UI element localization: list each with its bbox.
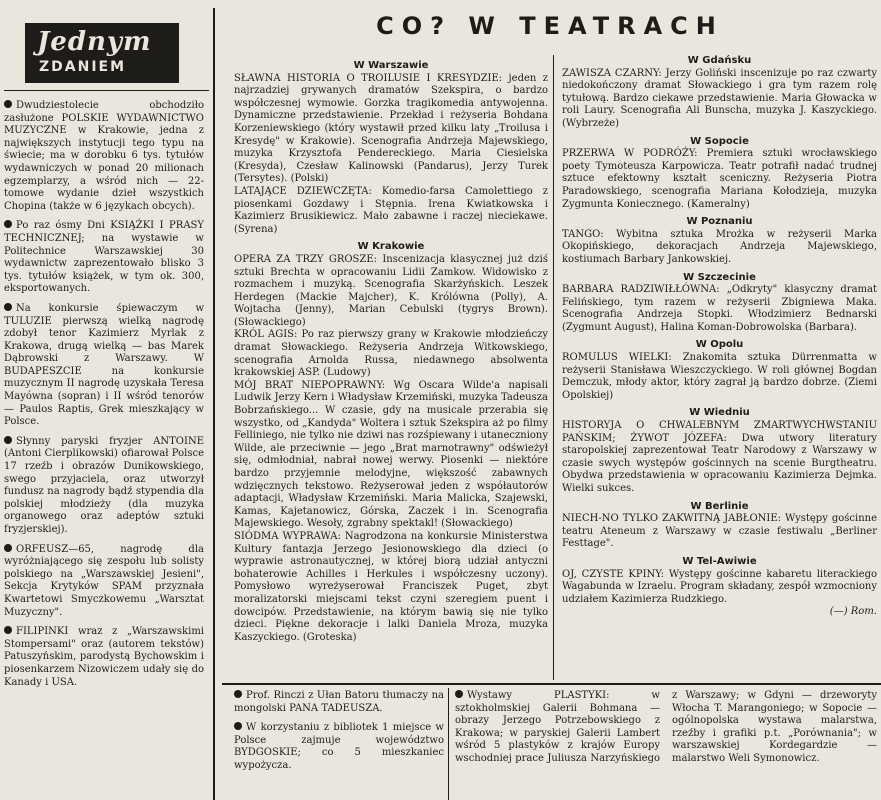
list-item — [4, 626, 204, 689]
city-heading: W Tel-Awiwie — [682, 555, 757, 567]
left-column-rule — [213, 8, 215, 800]
item-text: ORFEUSZ—65, nagrodę dla wyróżniającego się zespołu lub solisty polskiego na „Warszawskiej Jesieni", Sekcja Krytyków SPAM przyznała Kwartetowi Smyczkowemu „Warsztat Muzyczny". — [4, 543, 204, 618]
page-title: CO? W TEATRACH — [376, 12, 724, 40]
city-heading: W Opolu — [695, 339, 744, 351]
review-text: NIECH-NO TYLKO ZAKWITNĄ JABŁONIE: Występy gościnne teatru Ateneum z Warszawy w czasie festiwalu „Berliner Festtage". — [562, 513, 877, 550]
review-text: OJ, CZYSTE KPINY: Występy gościnne kabaretu literackiego Wagabunda w Izraelu. Program składany, zespół wzmocniony udziałem Kazimierza Rudzkiego. — [562, 568, 877, 605]
item-text: Prof. Rinczi z Ułan Batoru tłumaczy na mongolski PANA TADEUSZA. — [234, 690, 444, 714]
review-text: SŁAWNA HISTORIA O TROILUSIE I KRESYDZIE: jeden z najrzadziej grywanych dramatów Szekspira, o bardzo współczesnej wymowie. Gorzka tragikomedia antywojenna. Dynamiczne przedstawienie. Przekład i reżyseria Bohdana Korzeniewskiego (który wystawił przed kilku laty „Troilusa i Kresydę" w Krakowie). Scenografia Andrzeja Majewskiego, muzyka Krzysztofa Pendereckiego. Maria Ciesielska (Kresyda), Czesław Kalinowski (Pandarus), Jerzy Turek (Tersytes). (Polski) — [234, 72, 548, 185]
list-item — [455, 690, 877, 766]
bullet-icon — [234, 722, 242, 730]
city-heading: W Poznaniu — [686, 216, 753, 228]
bullet-icon — [4, 544, 12, 552]
item-text: FILIPINKI wraz z „Warszawskimi Stompersami" oraz (autorem tekstów) Patuszyńskim, parodystą Bychowskim i piosenkarzem Nizowiczem udały się do Kanady i USA. — [4, 626, 204, 688]
review-text: LATAJĄCE DZIEWCZĘTA: Komedio-farsa Camolettiego z piosenkami Gozdawy i Stępnia. Irena Kwiatkowska i Kazimierz Brusikiewicz. Mało zabawne i raczej nieciekawe. (Syrena) — [234, 185, 548, 235]
logo-top-text: Jednym — [37, 27, 152, 57]
city-heading: W Sopocie — [690, 135, 749, 147]
review-text: PRZERWA W PODRÓŻY: Premiera sztuki wrocławskiego poety Tymoteusza Karpowicza. Teatr potrafił nadać trudnej sztuce efektowny kształt sceniczny. Reżyseria Piotra Paradowskiego, scenografia Mariana Kołodzieja, muzyka Zygmunta Koniecznego. (Kameralny) — [562, 148, 877, 210]
middle-column — [234, 55, 548, 644]
city-heading: W Gdańsku — [687, 55, 752, 66]
city-heading: W Krakowie — [357, 241, 425, 253]
city-heading: W Wiedniu — [689, 407, 750, 419]
list-item — [234, 690, 444, 715]
bottom-column-2 — [455, 690, 877, 798]
review-text: OPERA ZA TRZY GROSZE: Inscenizacja klasycznej już dziś sztuki Brechta w opracowaniu Lidii Zamkow. Widowisko z rozmachem i muzyką. Scenografia Skarżyńskich. Leszek Herdegen (Mackie Majcher), K. Królówna (Polly), A. Wojtacha (Jenny), Marian Cebulski (tygrys Brown). (Słowackiego) — [234, 253, 548, 328]
review-text: SIÓDMA WYPRAWA: Nagrodzona na konkursie Ministerstwa Kultury fantazja Jerzego Jesionowskiego dla dzieci (o wyprawie astronautycznej, w której biorą udział antyczni bohaterowie Achilles i Herkules i współczesny uczony). Pomysłowo wyreżyserował Franciszek Puget, zbyt moralizatorski miejscami tekst czyni szeregiem puent i dowcipów. Przedstawienie, na którym bawią się nie tylko dzieci. Piękne dekoracje i lalki Daniela Mroza, muzyka Kaszyckiego. (Groteska) — [234, 530, 548, 643]
item-text: Słynny paryski fryzjer ANTOINE (Antoni Cierplikowski) ofiarował Polsce 17 rzeźb i obrazów Dunikowskiego, swego przyjaciela, oraz utworzył fundusz na nagrody bądź stypendia dla polskiej młodzieży (dla muzyka organowego oraz adeptów sztuki fryzjerskiej). — [4, 435, 204, 535]
logo-bottom-text: ZDANIEM — [39, 59, 127, 75]
bullet-icon — [455, 690, 463, 698]
review-text: ZAWISZA CZARNY: Jerzy Goliński inscenizuje po raz czwarty niedokończony dramat Słowackiego i gra tym razem rolę tytułową. Bardzo ciekawe przedstawienie. Maria Głowacka w roli Laury. Scenografia Ali Bunscha, muzyka J. Kaszyckiego. (Wybrzeże) — [562, 67, 877, 129]
item-text: W korzystaniu z bibliotek 1 miejsce w Polsce zajmuje województwo BYDGOSKIE; co 5 mieszkaniec wypożycza. — [234, 722, 444, 771]
review-text: MÓJ BRAT NIEPOPRAWNY: Wg Oscara Wilde'a napisali Ludwik Jerzy Kern i Władysław Krzemiński, muzyka Tadeusza Bobrzańskiego... W czasie, gdy na musicale przerabia się wszystko, od „Kandyda" Woltera i sztuk Szekspira aż po filmy Felliniego, nie tylko nie dziwi nas rozśpiewany i utaneczniony Wilde, ale przeciwnie — jego „Brat marnotrawny" odświeżył się, odmłodniał, nabrał nowej werwy. Piosenki — niektóre bardzo przyjemnie melodyjne, większość zabawnych wdzięcznych tekstowo. Reżyserował jeden z współautorów adaptacji, Władysław Krzemiński. Maria Malicka, Szajewski, Kamas, Kajetanowicz, Górska, Zaczek i in. Scenografia Majewskiego. Wesoły, zgrabny spektakl! (Słowackiego) — [234, 379, 548, 530]
bullet-icon — [4, 626, 12, 634]
list-item — [4, 544, 204, 620]
city-heading: W Warszawie — [353, 60, 429, 71]
bullet-icon — [4, 100, 12, 108]
item-text: Dwudziestolecie obchodziło zasłużone POLSKIE WYDAWNICTWO MUZYCZNE w Krakowie, jedna z największych instytucji tego typu na świecie; ma w dorobku 6 tys. tytułów wydawniczych w ponad 20 milionach egzemplarzy, a wśród nich — 22-tomowe wydanie dzieł wszystkich Chopina (także w 6 językach obcych). — [4, 100, 204, 212]
list-item — [4, 220, 204, 296]
item-text: Wystawy PLASTYKI: w sztokholmskiej Galerii Bohmana — obrazy Jerzego Potrzebowskiego z Krakowa; w paryskiej Galerii Lambert wśród 5 plastyków z krajów Europy wschodniej prace Juliusza Narzyńskiego z Warszawy; w Gdyni — drzeworyty Włocha T. Marangoniego; w Sopocie — ogólnopolska wystawa malarstwa, rzeźby i grafiki p.t. „Porównania"; w warszawskiej Kordegardzie — malarstwo Weli Symonowicz. — [455, 690, 877, 764]
bottom-rule-1 — [448, 688, 449, 800]
author-signature: (—) Rom. — [829, 606, 877, 618]
bullet-icon — [4, 303, 12, 311]
middle-right-rule — [553, 55, 554, 680]
column-logo — [25, 23, 179, 83]
bullet-icon — [234, 690, 242, 698]
review-text: KRÓL AGIS: Po raz pierwszy grany w Krakowie młodzieńczy dramat Słowackiego. Reżyseria Andrzeja Witkowskiego, scenografia Arnolda Russa, niedawnego absolwenta krakowskiej ASP. (Ludowy) — [234, 329, 548, 379]
bullet-icon — [4, 220, 12, 228]
list-item — [4, 436, 204, 537]
city-heading: W Berlinie — [690, 500, 749, 512]
item-text: Po raz ósmy Dni KSIĄŻKI I PRASY TECHNICZNEJ; na wystawie w Politechnice Warszawskiej 30 wydawnictw zaprezentowało blisko 3 tys. tytułów książek, w tym ok. 300, eksportowanych. — [4, 220, 204, 295]
item-text: Na konkursie śpiewaczym w TULUZIE pierwszą wielką nagrodę zdobył tenor Kazimierz Myrlak z Krakowa, drugą wielką — bas Marek Dąbrowski z Warszawy. W BUDAPESZCIE na konkursie muzycznym II nagrodę uzyskała Teresa Mayówna (sopran) i II wśród tenorów — Paulos Raptis, Grek mieszkający w Polsce. — [4, 302, 204, 428]
city-heading: W Szczecinie — [683, 271, 756, 283]
logo-underline — [4, 90, 209, 91]
list-item — [4, 303, 204, 429]
review-text: BARBARA RADZIWIŁŁÓWNA: „Odkryty" klasyczny dramat Felińskiego, tym razem w reżyserii Zbigniewa Maka. Scenografia Andrzeja Stopki. Włodzimierz Bednarski (Zygmunt August), Halina Koman-Dobrowolska (Barbara). — [562, 284, 877, 333]
review-text: TANGO: Wybitna sztuka Mrożka w reżyserii Marka Okopińskiego, dekoracjach Andrzeja Majewskiego, kostiumach Barbary Jankowskiej. — [562, 228, 877, 265]
bullet-icon — [4, 436, 12, 444]
review-text: ROMULUS WIELKI: Znakomita sztuka Dürrenmatta w reżyserii Stanisława Wieszczyckiego. W roli głównej Bogdan Demczuk, młody aktor, który zagrał ją bardzo dobrze. (Ziemi Opolskiej) — [562, 352, 877, 401]
review-text: HISTORYJA O CHWALEBNYM ZMARTWYCHWSTANIU PAŃSKIM; ŻYWOT JÓZEFA: Dwa utwory literatury staropolskiej zaprezentował Teatr Narodowy z Warszawy w czasie swych występów gościnnych na scenie Burgtheatru. Obydwa przedstawienia w opracowaniu Kazimierza Dejmka. Wielki sukces. — [562, 420, 877, 494]
bottom-column-1 — [234, 690, 444, 773]
left-column — [4, 93, 204, 689]
right-column — [562, 50, 877, 619]
list-item — [234, 722, 444, 772]
list-item — [4, 100, 204, 213]
bottom-section-rule — [222, 683, 881, 685]
